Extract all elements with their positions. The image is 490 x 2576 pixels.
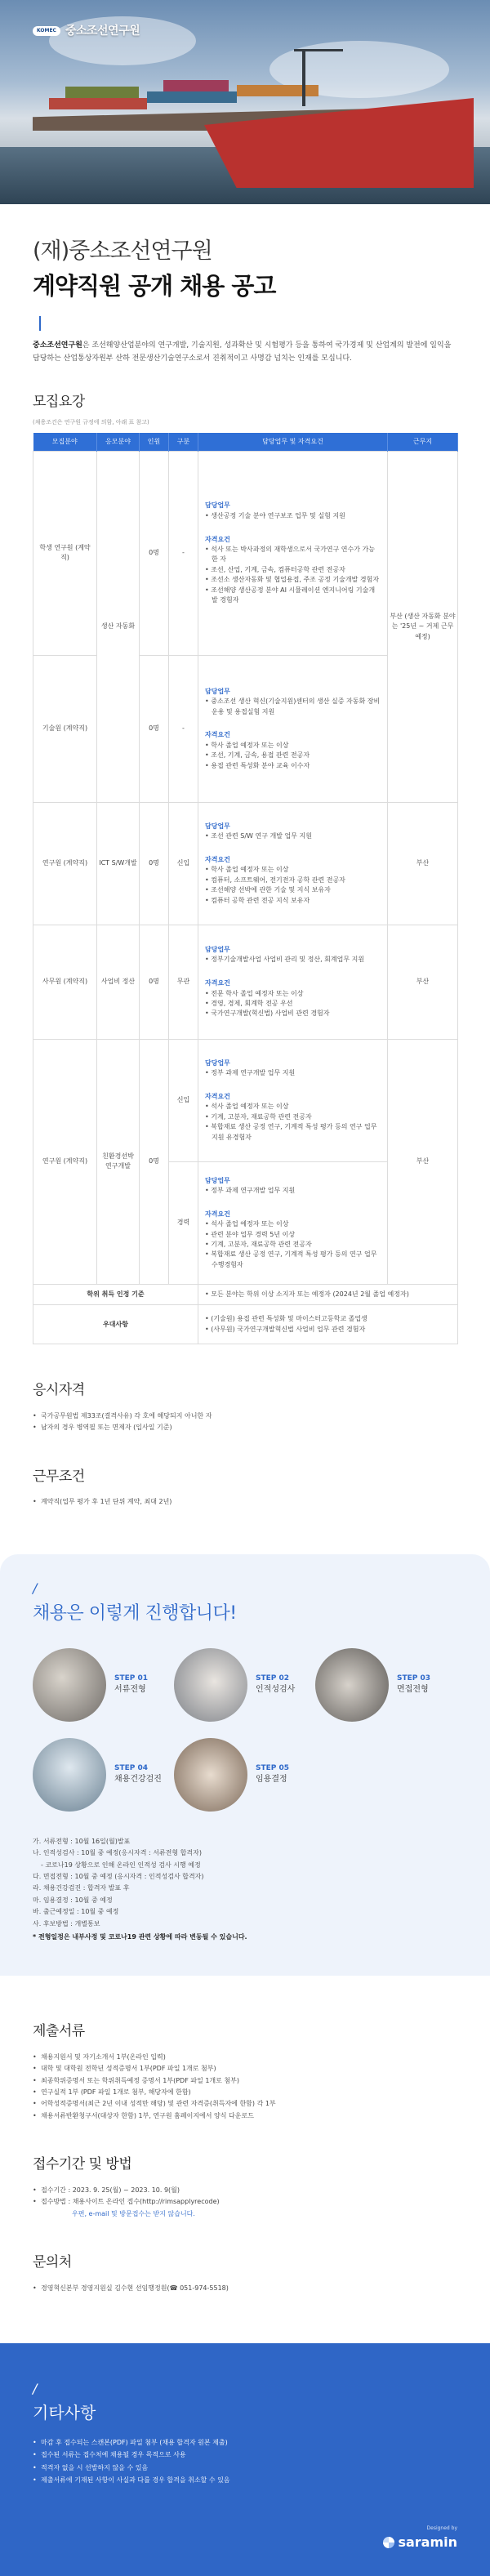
- step-num: STEP 05: [256, 1763, 290, 1772]
- pref-text: [198, 1305, 458, 1344]
- step-photo: [174, 1648, 247, 1722]
- table-row: [33, 925, 458, 1039]
- footer-list: [33, 2436, 457, 2486]
- qual-item: • 기계, 고분자, 재료공학 관련 전공자: [205, 1240, 312, 1248]
- crane: [294, 49, 343, 51]
- list-item: • 어학성적증명서(최근 2년 이내 성적만 해당) 및 관련 자격증(취득자에 한함) 각 1부: [33, 2098, 457, 2110]
- col-header: 응모분야: [97, 433, 140, 451]
- qual-item: • 국가연구개발(혁신법) 사업비 관련 경험자: [205, 1009, 330, 1018]
- cell-type: -: [169, 451, 198, 655]
- cell-place: 부산: [388, 802, 458, 925]
- table-header-row: [33, 433, 458, 451]
- table-row: [33, 1284, 458, 1304]
- list-item: • 접수된 서류는 접수처에 채용될 경우 목적으로 사용: [33, 2449, 457, 2461]
- footer-section: [0, 2343, 490, 2576]
- qual-item: • 경영, 경제, 회계학 전공 우선: [205, 999, 293, 1007]
- pref-item: • (기술원) 용접 관련 특성화 및 마이스터고등학교 졸업생: [205, 1315, 368, 1323]
- cell-type: 신입: [169, 1039, 198, 1161]
- conditions-list: [33, 1496, 457, 1508]
- ship-hull: [204, 98, 474, 188]
- cell-type: 무관: [169, 925, 198, 1039]
- pref-label: 우대사항: [33, 1305, 198, 1344]
- col-header: 구분: [169, 433, 198, 451]
- container: [49, 98, 147, 109]
- list-item: • 계약직(업무 평가 후 1년 단위 계약, 최대 2년): [33, 1496, 457, 1508]
- period-list: [33, 2185, 457, 2208]
- step-5: [174, 1738, 315, 1812]
- col-header: 근무지: [388, 433, 458, 451]
- cell-field: 사무원 (계약직): [33, 925, 97, 1039]
- process-heading: 채용은 이렇게 진행합니다!: [33, 1602, 237, 1624]
- schedule-line: 가. 서류전형 : 10월 16일(월)발표: [33, 1837, 131, 1845]
- container: [65, 87, 139, 98]
- list-item: • 채용서류반환청구서(대상자 한함) 1부, 연구원 홈페이지에서 양식 다운로드: [33, 2110, 457, 2122]
- documents-list: [33, 2052, 457, 2122]
- duty-item: • 정부 과제 연구개발 업무 지원: [205, 1069, 296, 1077]
- page-title: 계약직원 공개 채용 공고: [33, 272, 276, 301]
- cell-apply: 사업비 정산: [97, 925, 140, 1039]
- list-item: • 최종학위증명서 또는 학위취득예정 증명서 1부(PDF 파일 1개로 첨부): [33, 2075, 457, 2087]
- schedule: [33, 1836, 457, 1944]
- cell-duty: [198, 451, 388, 655]
- duty-label: 담당업무: [205, 1058, 230, 1067]
- crane: [302, 49, 305, 106]
- qual-item: • 용접 관련 특성화 분야 교육 이수자: [205, 761, 310, 769]
- cell-type: -: [169, 655, 198, 802]
- hero-banner: [0, 0, 490, 204]
- cell-place: 부산: [388, 1039, 458, 1284]
- qual-item: • 컴퓨터 공학 관련 전공 지식 보유자: [205, 896, 310, 904]
- cell-duty: [198, 655, 388, 802]
- process-section: [0, 1554, 490, 1977]
- duty-label: 담당업무: [205, 687, 230, 695]
- period-heading: 접수기간 및 방법: [33, 2156, 132, 2173]
- duty-item: • 생산공정 기술 분야 연구보조 업무 및 실험 지원: [205, 511, 345, 519]
- degree-label: 학위 취득 인정 기준: [33, 1284, 198, 1304]
- cell-duty: [198, 802, 388, 925]
- logo-mark: KOMEC: [33, 26, 60, 37]
- footer-heading: 기타사항: [33, 2403, 96, 2423]
- qual-item: • 학사 졸업 예정자 또는 이상: [205, 741, 289, 749]
- list-item: • 채용지원서 및 자기소개서 1부(온라인 입력): [33, 2052, 457, 2063]
- list-item: • 경영혁신본부 경영지원실 김수현 선임행정원(☎ 051-974-5518): [33, 2283, 457, 2294]
- duty-label: 담당업무: [205, 501, 230, 510]
- cell-count: 0명: [140, 802, 169, 925]
- cell-field: 연구원 (계약직): [33, 802, 97, 925]
- recruit-table: [33, 433, 458, 1344]
- intro-body: 은 조선해양산업분야의 연구개발, 기술지원, 성과확산 및 시험평가 등을 통하여 국가경제 및 산업계의 발전에 일익을 담당하는 산업통상자원부 산하 전문생산기술연구소로서 진취적이고 사명감 넘치는 인재를 모십니다.: [33, 341, 452, 363]
- cell-field: 연구원 (계약직): [33, 1039, 97, 1284]
- period-note: 우편, e-mail 및 방문접수는 받지 않습니다.: [72, 2209, 195, 2217]
- list-item: • 남자의 경우 병역필 또는 면제자 (입사일 기준): [33, 1422, 457, 1433]
- qual-item: • 복합재료 생산 공정 연구, 기계적 특성 평가 등의 연구 업무 지원 유경험자: [205, 1123, 377, 1141]
- list-item: • 대학 및 대학원 전학년 성적증명서 1부(PDF 파일 1개로 첨부): [33, 2063, 457, 2075]
- step-photo: [174, 1738, 247, 1812]
- cell-duty: [198, 1161, 388, 1284]
- duty-label: 담당업무: [205, 1176, 230, 1184]
- step-3: [315, 1648, 457, 1722]
- duty-item: • 조선 관련 S/W 연구 개발 업무 지원: [205, 832, 312, 840]
- step-num: STEP 01: [114, 1674, 149, 1682]
- table-row: [33, 1039, 458, 1161]
- qual-item: • 석사 또는 박사과정의 재학생으로서 국가연구 연수가 가능한 자: [205, 545, 375, 564]
- cell-count: 0명: [140, 1039, 169, 1284]
- qual-item: • 학사 졸업 예정자 또는 이상: [205, 866, 289, 874]
- contact-heading: 문의처: [33, 2254, 72, 2271]
- step-label: 서류전형: [114, 1685, 146, 1695]
- step-label: 임용결정: [256, 1775, 287, 1785]
- contact-list: [33, 2283, 457, 2294]
- container: [147, 91, 237, 103]
- cell-count: 0명: [140, 451, 169, 655]
- step-photo: [33, 1648, 106, 1722]
- qual-item: • 석사 졸업 예정자 또는 이상: [205, 1220, 289, 1228]
- list-item: • 국가공무원법 제33조(결격사유) 각 호에 해당되지 아니한 자: [33, 1411, 457, 1422]
- accent-bar: [39, 316, 41, 331]
- qual-item: • 조선, 기계, 금속, 용접 관련 전공자: [205, 751, 310, 760]
- table-row: [33, 802, 458, 925]
- qual-item: • 조선, 산업, 기계, 금속, 컴퓨터공학 관련 전공자: [205, 565, 345, 573]
- cell-apply: 생산 자동화: [97, 451, 140, 802]
- list-item: • 접수방법 : 채용사이트 온라인 접수(http://rimsapplyrecode): [33, 2196, 457, 2208]
- qual-item: • 조선해양 선박에 관한 기술 및 지식 보유자: [205, 886, 331, 894]
- cell-field: 기술원 (계약직): [33, 655, 97, 802]
- step-num: STEP 04: [114, 1763, 149, 1772]
- col-header: 모집분야: [33, 433, 97, 451]
- duty-item: • 정부기술개발사업 사업비 관리 및 정산, 회계업무 지원: [205, 956, 365, 964]
- schedule-line: 라. 채용건강검진 : 합격자 발표 후: [33, 1884, 130, 1892]
- qual-item: • 관련 분야 업무 경력 5년 이상: [205, 1230, 296, 1238]
- brand-name: saramin: [383, 2533, 457, 2551]
- duty-label: 담당업무: [205, 945, 230, 953]
- list-item: • 적격자 없을 시 선발하지 않을 수 있음: [33, 2462, 457, 2474]
- intro-org: 중소조선연구원: [33, 341, 82, 350]
- conditions-heading: 근무조건: [33, 1468, 85, 1485]
- qual-label: 자격요건: [205, 979, 230, 987]
- schedule-line: 나. 인적성검사 : 10월 중 예정(응시자격 : 서류전형 합격자): [33, 1849, 202, 1857]
- eligibility-list: [33, 1411, 457, 1434]
- step-label: 면접전형: [397, 1685, 429, 1695]
- cell-count: 0명: [140, 655, 169, 802]
- cell-type: 경력: [169, 1161, 198, 1284]
- brand-credit: [383, 2525, 457, 2551]
- list-item: • 제출서류에 기재된 사항이 사실과 다를 경우 합격을 취소할 수 있음: [33, 2474, 457, 2486]
- table-row: [33, 1305, 458, 1344]
- qual-item: • 기계, 고분자, 재료공학 관련 전공자: [205, 1112, 312, 1121]
- duty-label: 담당업무: [205, 822, 230, 830]
- qual-label: 자격요건: [205, 1210, 230, 1218]
- pref-item: • (사무원) 국가연구개발혁신법 사업비 업무 관련 경험자: [205, 1325, 366, 1333]
- eligibility-heading: 응시자격: [33, 1382, 85, 1399]
- step-photo: [315, 1648, 389, 1722]
- step-num: STEP 03: [397, 1674, 431, 1682]
- step-2: [174, 1648, 315, 1722]
- logo: [33, 23, 140, 39]
- cell-apply: ICT S/W개발: [97, 802, 140, 925]
- step-num: STEP 02: [256, 1674, 290, 1682]
- footer-slash: /: [33, 2381, 38, 2397]
- duty-item: • 중소조선 생산 혁신(기술지원)센터의 생산 실증 자동화 장비 운용 및 용접실험 지원: [205, 697, 381, 715]
- col-header: 인원: [140, 433, 169, 451]
- qual-item: • 조선소 생산자동화 및 협업용접, 주조 공정 기술개발 경험자: [205, 576, 380, 584]
- schedule-line: 사. 후보방법 : 개별통보: [33, 1919, 100, 1928]
- qual-label: 자격요건: [205, 855, 230, 863]
- qual-item: • 복합재료 생산 공정 연구, 기계적 특성 평가 등의 연구 업무 수행경험자: [205, 1250, 377, 1268]
- qual-item: • 석사 졸업 예정자 또는 이상: [205, 1103, 289, 1111]
- step-label: 인적성검사: [256, 1685, 296, 1695]
- cell-field: 학생 연구원 (계약직): [33, 451, 97, 655]
- schedule-line: - 코로나19 상황으로 인해 온라인 인적성 검사 시행 예정: [41, 1861, 201, 1869]
- recruit-heading: 모집요강: [33, 393, 85, 410]
- cell-place: 부산: [388, 925, 458, 1039]
- container: [163, 80, 229, 91]
- qual-label: 자격요건: [205, 731, 230, 739]
- process-steps: [33, 1648, 457, 1812]
- schedule-warning: * 전형일정은 내부사정 및 코로나19 관련 상황에 따라 변동될 수 있습니다.: [33, 1932, 247, 1941]
- process-slash: /: [33, 1580, 38, 1596]
- duty-item: • 정부 과제 연구개발 업무 지원: [205, 1186, 296, 1194]
- step-4: [33, 1738, 174, 1812]
- brand-small: Designed by: [426, 2525, 457, 2532]
- list-item: • 마감 후 접수되는 스캔본(PDF) 파일 첨부 (채용 합격자 원본 제출): [33, 2436, 457, 2449]
- brand-logo-icon: [383, 2537, 394, 2548]
- schedule-line: 다. 면접전형 : 10월 중 예정 (응시자격 : 인적성검사 합격자): [33, 1872, 204, 1880]
- qual-item: • 전문 학사 졸업 예정자 또는 이상: [205, 989, 304, 997]
- list-item: • 연구실적 1부 (PDF 파일 1개로 첨부, 해당자에 한함): [33, 2087, 457, 2098]
- logo-name: 중소조선연구원: [65, 25, 140, 38]
- table-row: [33, 451, 458, 655]
- list-item: • 접수기간 : 2023. 9. 25(월) ~ 2023. 10. 9(월): [33, 2185, 457, 2196]
- degree-text: • 모든 분야는 학위 이상 소지자 또는 예정자 (2024년 2월 졸업 예정자): [198, 1284, 458, 1304]
- documents-heading: 제출서류: [33, 2023, 85, 2040]
- cell-count: 0명: [140, 925, 169, 1039]
- container: [237, 85, 318, 96]
- title-org: (재)중소조선연구원: [33, 238, 212, 264]
- qual-label: 자격요건: [205, 535, 230, 543]
- qual-item: • 조선해양 생산공정 분야 AI 시뮬레이션 엔지니어링 기술개발 경험자: [205, 586, 376, 604]
- step-1: [33, 1648, 174, 1722]
- schedule-line: 바. 출근예정일 : 10월 중 예정: [33, 1908, 119, 1916]
- col-header: 담당업무 및 자격요건: [198, 433, 388, 451]
- recruit-note: (채용조건은 연구원 규정에 의함, 아래 표 참고): [33, 419, 149, 426]
- qual-item: • 컴퓨터, 소프트웨어, 전기전자 공학 관련 전공자: [205, 876, 345, 884]
- step-photo: [33, 1738, 106, 1812]
- cell-type: 신입: [169, 802, 198, 925]
- cell-apply: 친환경선박 연구개발: [97, 1039, 140, 1284]
- cell-place: 부산 (생산 자동화 분야는 '25년 ~ 거제 근무 예정): [388, 451, 458, 802]
- step-label: 채용건강검진: [114, 1775, 162, 1785]
- cell-duty: [198, 1039, 388, 1161]
- intro-text: [33, 339, 457, 365]
- qual-label: 자격요건: [205, 1092, 230, 1100]
- schedule-line: 마. 임용결정 : 10월 중 예정: [33, 1896, 113, 1904]
- cell-duty: [198, 925, 388, 1039]
